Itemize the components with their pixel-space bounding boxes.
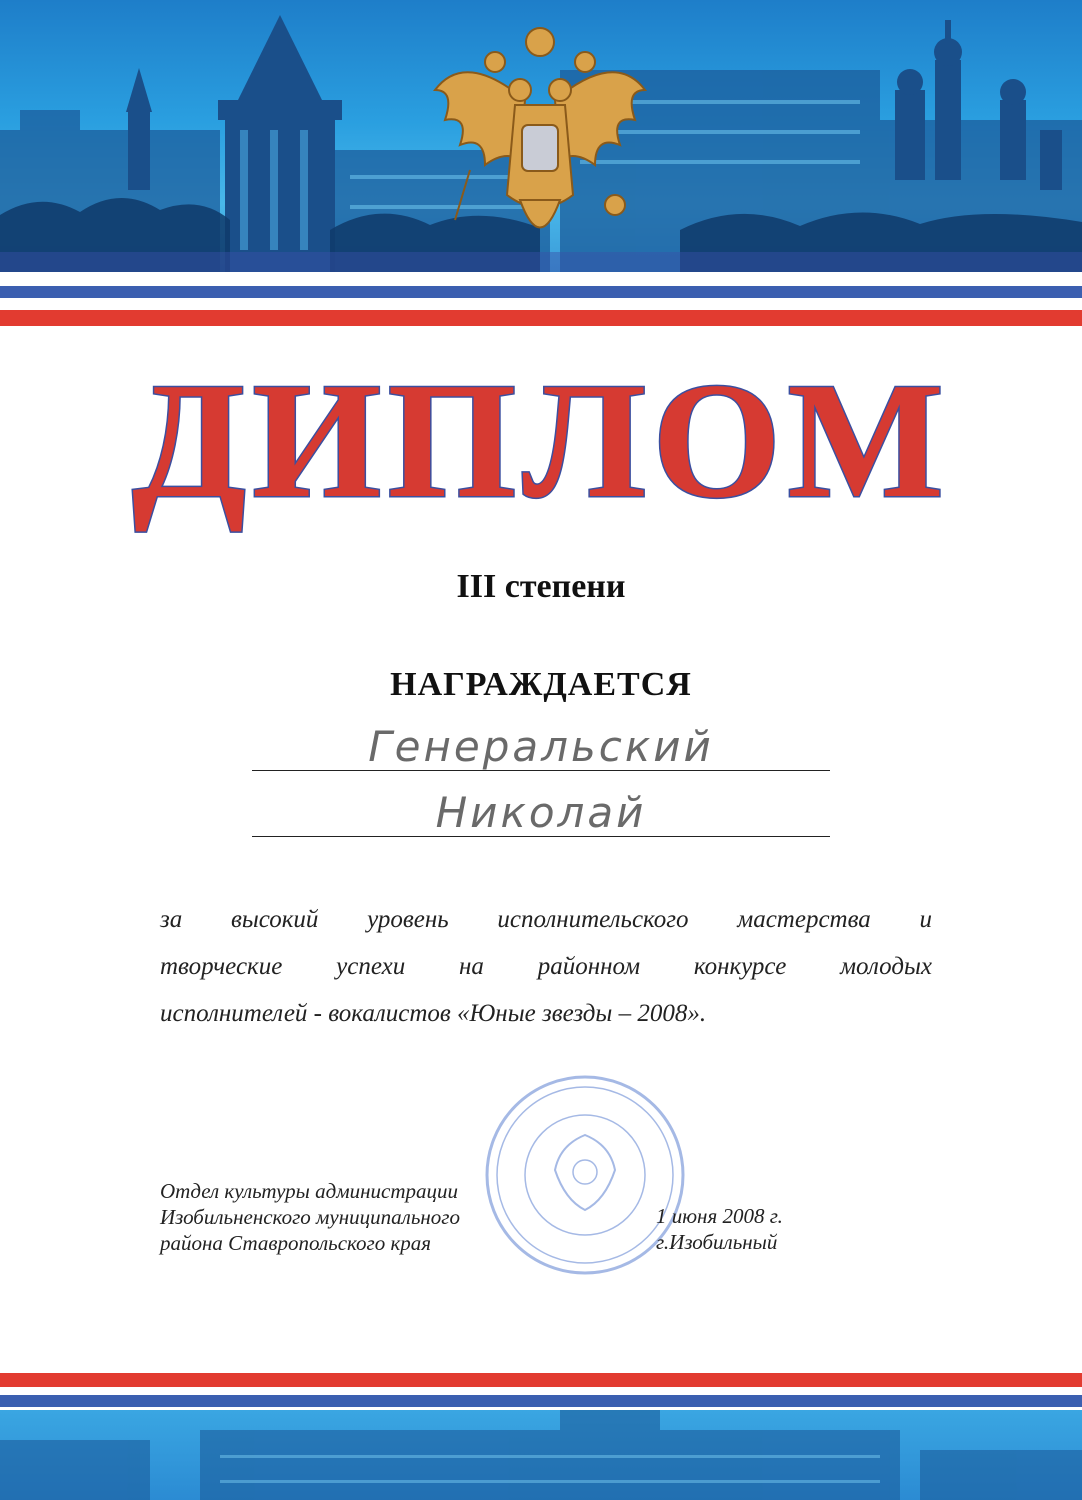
coat-of-arms-emblem: [425, 20, 655, 260]
award-date: 1 июня 2008 г.: [656, 1204, 783, 1228]
palace-illustration: [0, 1410, 1082, 1500]
recipient-surname: Генеральский: [368, 722, 714, 771]
diploma-degree: III степени: [456, 568, 626, 605]
recipient-name: Николай: [435, 788, 647, 837]
award-reason: [160, 896, 932, 1037]
reason-line: за высокий уровень исполнительского мастерства и: [160, 906, 932, 933]
stripe-blue-top: [0, 286, 1082, 298]
organization-block: [160, 1178, 560, 1256]
top-banner-kremlin: [0, 0, 1082, 272]
name-underline-2: [252, 836, 830, 837]
name-underline-1: [252, 770, 830, 771]
stripe-gap: [0, 298, 1082, 310]
award-place: г.Изобильный: [656, 1230, 778, 1254]
stripe-red-top: [0, 310, 1082, 326]
organization-line: Изобильненского муниципального: [160, 1205, 460, 1229]
organization-line: Отдел культуры администрации: [160, 1179, 459, 1203]
stripe-white: [0, 272, 1082, 286]
reason-line: творческие успехи на районном конкурсе молодых: [160, 953, 932, 980]
bottom-banner-palace: [0, 1410, 1082, 1500]
date-place-block: [656, 1203, 856, 1255]
organization-line: района Ставропольского края: [160, 1231, 432, 1255]
reason-line: исполнителей - вокалистов «Юные звезды – 2008».: [160, 1000, 707, 1027]
stripe-blue-bottom: [0, 1395, 1082, 1407]
diploma-title: ДИПЛОМ: [132, 348, 950, 532]
awarded-label: НАГРАЖДАЕТСЯ: [390, 666, 692, 703]
stripe-red-bottom: [0, 1373, 1082, 1387]
